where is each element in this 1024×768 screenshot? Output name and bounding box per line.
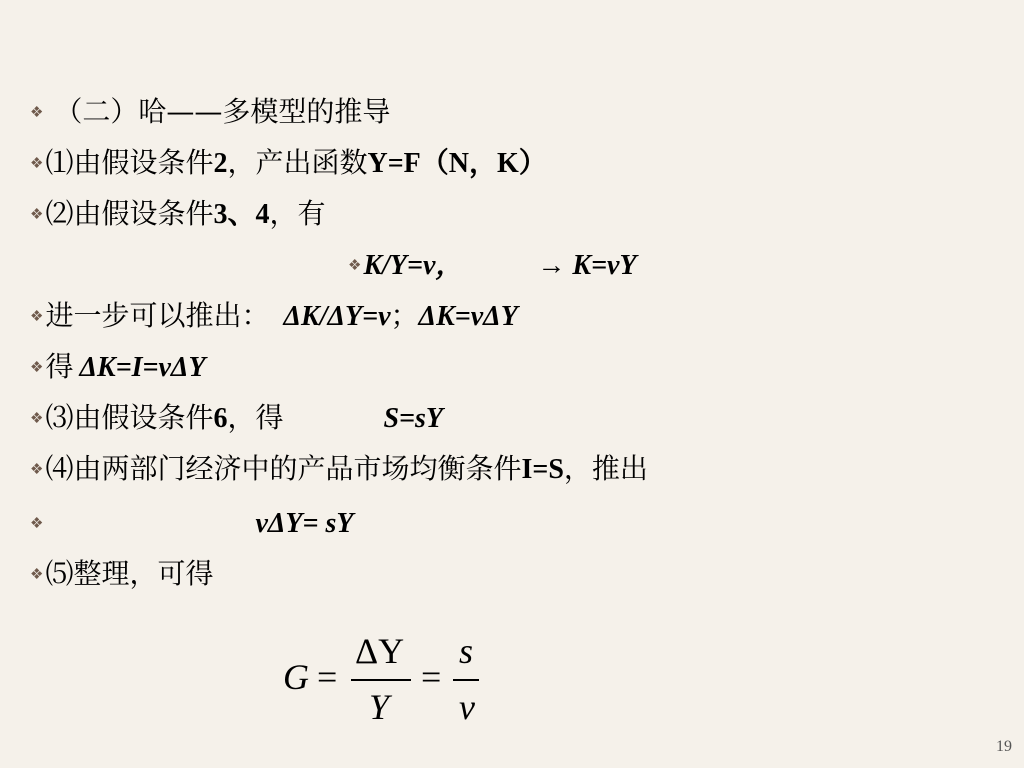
step-1-text: ⑴由假设条件 bbox=[45, 146, 214, 179]
step-3-text: ⑶由假设条件 bbox=[45, 401, 214, 434]
marginal-ratio: ΔK/ΔY=v bbox=[283, 301, 391, 332]
formula-equals-2: = bbox=[421, 657, 442, 697]
capital-output-line bbox=[348, 248, 637, 284]
formula-denominator-1: Y bbox=[369, 687, 390, 727]
capital-output-ratio: K/Y=v， bbox=[363, 250, 464, 281]
page-number: 19 bbox=[996, 738, 1012, 755]
bullet-diamond-icon: ❖ bbox=[30, 153, 44, 172]
step-3-number: 6 bbox=[213, 403, 228, 434]
step-1-mid: ，产出函数 bbox=[227, 146, 368, 179]
step-2-text: ⑵由假设条件 bbox=[45, 197, 214, 230]
investment-equation: ΔK=I=vΔY bbox=[79, 352, 206, 383]
bullet-diamond-icon: ❖ bbox=[30, 102, 44, 121]
formula-fraction-bar-1 bbox=[351, 679, 411, 681]
formula-g: G bbox=[283, 657, 309, 697]
production-function: Y=F（N，K） bbox=[367, 148, 547, 179]
equality-line bbox=[30, 506, 354, 542]
savings-equation: S=sY bbox=[383, 403, 444, 434]
bullet-diamond-icon: ❖ bbox=[30, 408, 44, 427]
bullet-diamond-icon: ❖ bbox=[30, 357, 44, 376]
bullet-diamond-icon: ❖ bbox=[30, 564, 44, 583]
heading-line bbox=[30, 95, 390, 131]
step-5-text: ⑸整理，可得 bbox=[45, 557, 214, 590]
equality-equation: vΔY= sY bbox=[255, 508, 354, 539]
formula-numerator-2: s bbox=[459, 631, 474, 671]
bullet-diamond-icon: ❖ bbox=[30, 513, 44, 532]
step-1-line bbox=[30, 146, 547, 182]
derivation-line bbox=[30, 299, 518, 335]
step-3-line bbox=[30, 401, 443, 437]
step-4-line bbox=[30, 452, 648, 488]
step-2-numbers: 3、4 bbox=[213, 199, 270, 230]
delta-capital: ΔK=vΔY bbox=[418, 301, 518, 332]
step-4-text: ⑷由两部门经济中的产品市场均衡条件 bbox=[45, 452, 522, 485]
formula-equals-1: = bbox=[317, 657, 338, 697]
investment-line bbox=[30, 350, 206, 386]
step-2-line bbox=[30, 197, 326, 233]
step-1-number: 2 bbox=[213, 148, 228, 179]
step-2-end: ，有 bbox=[269, 197, 326, 230]
investment-text: 得 bbox=[45, 350, 74, 383]
formula-numerator-1: ΔY bbox=[355, 631, 405, 671]
derivation-text: 进一步可以推出： bbox=[45, 299, 270, 332]
bullet-diamond-icon: ❖ bbox=[30, 459, 44, 478]
bullet-diamond-icon: ❖ bbox=[30, 306, 44, 325]
formula-denominator-2: v bbox=[459, 687, 475, 727]
derivation-separator: ； bbox=[390, 299, 419, 332]
growth-rate-formula bbox=[283, 632, 483, 728]
formula-fraction-bar-2 bbox=[453, 679, 479, 681]
capital-equation: → K=vY bbox=[537, 250, 637, 281]
equilibrium-condition: I=S bbox=[521, 454, 564, 485]
bullet-diamond-icon: ❖ bbox=[348, 255, 362, 274]
bullet-diamond-icon: ❖ bbox=[30, 204, 44, 223]
heading-text: （二）哈——多模型的推导 bbox=[54, 95, 391, 128]
step-3-end: ，得 bbox=[227, 401, 284, 434]
step-5-line bbox=[30, 557, 213, 593]
step-4-end: ，推出 bbox=[563, 452, 648, 485]
